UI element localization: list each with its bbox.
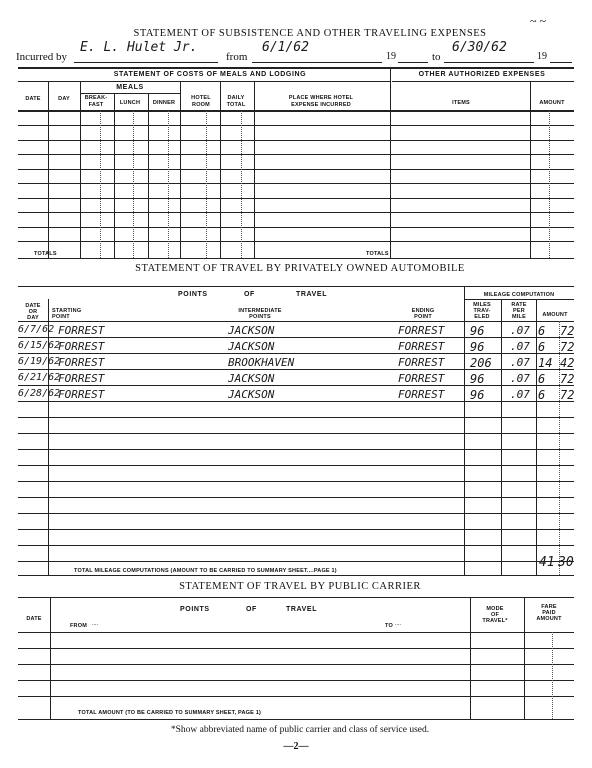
grid-row-line bbox=[18, 529, 574, 530]
mileage-computation-label: MILEAGE COMPUTATION bbox=[483, 292, 555, 298]
grid-col-line bbox=[464, 286, 465, 575]
trip-ending-point: FORREST bbox=[398, 324, 445, 337]
trip-intermediate-point: JACKSON bbox=[228, 388, 275, 401]
grid-col-line bbox=[180, 82, 181, 258]
auto-col-ending-header: ENDING POINT bbox=[411, 308, 435, 320]
col-hotel-header: HOTEL ROOM bbox=[191, 95, 211, 108]
auto-col-intermediate-header: INTERMEDIATE POINTS bbox=[238, 308, 282, 320]
grid-row-line bbox=[18, 545, 574, 546]
auto-col-date-header: DATE OR DAY bbox=[25, 303, 41, 321]
grid-row-line bbox=[18, 401, 574, 402]
grid-row-line bbox=[18, 154, 574, 155]
grid-row-line bbox=[18, 353, 574, 354]
grid-col-line bbox=[254, 82, 255, 258]
grid-col-line bbox=[220, 82, 221, 258]
auto-col-miles-header: MILES TRAV- ELED bbox=[473, 302, 491, 320]
col-amount-header: AMOUNT bbox=[539, 100, 565, 106]
grid-col-line bbox=[148, 93, 149, 258]
col-daily-total-header: DAILY TOTAL bbox=[226, 95, 246, 108]
public-points-label: POINTS bbox=[180, 606, 210, 613]
trip-amount-dollars: 6 bbox=[538, 388, 546, 402]
trip-intermediate-point: JACKSON bbox=[228, 340, 275, 353]
trip-miles: 96 bbox=[470, 340, 485, 354]
grid-row-line bbox=[18, 561, 574, 562]
trip-rate: .07 bbox=[510, 356, 530, 369]
col-dinner-header: DINNER bbox=[152, 100, 176, 106]
trip-date: 6/28/62 bbox=[18, 388, 61, 399]
grid-col-line bbox=[470, 597, 471, 719]
grid-row-line bbox=[18, 212, 574, 213]
auto-points-label: POINTS bbox=[178, 291, 208, 298]
grid-cents-divider bbox=[549, 111, 550, 258]
grid-row-line bbox=[18, 648, 574, 649]
grid-row-line bbox=[18, 433, 574, 434]
trip-rate: .07 bbox=[510, 372, 530, 385]
col-date-header: DATE bbox=[25, 96, 41, 102]
public-travel-label: TRAVEL bbox=[286, 606, 318, 613]
to-label: to bbox=[432, 51, 441, 63]
year-label-1: 19 bbox=[386, 51, 396, 62]
grid-row-line bbox=[18, 696, 574, 697]
auto-col-rate-header: RATE PER MILE bbox=[511, 302, 527, 320]
grid-row-line bbox=[18, 227, 574, 228]
meals-group-label: MEALS bbox=[116, 84, 144, 91]
public-of-label: OF bbox=[246, 606, 257, 613]
grid-cents-divider bbox=[100, 111, 101, 258]
page-number: —2— bbox=[283, 741, 309, 752]
grid-cents-divider bbox=[206, 111, 207, 258]
trip-amount-cents: 42 bbox=[560, 356, 575, 370]
grid-row-line bbox=[18, 497, 574, 498]
grid-col-line bbox=[50, 597, 51, 719]
auto-col-starting-header: STARTING POINT bbox=[52, 308, 82, 320]
grid-row-line bbox=[18, 417, 574, 418]
trip-date: 6/19/62 bbox=[18, 356, 61, 367]
trip-intermediate-point: JACKSON bbox=[228, 324, 275, 337]
col-lunch-header: LUNCH bbox=[119, 100, 141, 106]
public-total-label: TOTAL AMOUNT (TO BE CARRIED TO SUMMARY SHEET, PAGE 1) bbox=[78, 710, 262, 716]
trip-miles: 96 bbox=[470, 324, 485, 338]
trip-intermediate-point: BROOKHAVEN bbox=[228, 356, 295, 369]
from-date-value: 6/1/62 bbox=[262, 40, 309, 55]
incurred-by-value: E. L. Hulet Jr. bbox=[80, 40, 198, 55]
form-title: STATEMENT OF SUBSISTENCE AND OTHER TRAVELING EXPENSES bbox=[133, 28, 487, 39]
total-mileage-cents: 30 bbox=[558, 555, 574, 570]
grid-cents-divider bbox=[133, 111, 134, 258]
totals-left-label: TOTALS bbox=[34, 251, 57, 257]
trip-starting-point: FORREST bbox=[58, 388, 105, 401]
col-items-header: ITEMS bbox=[452, 100, 470, 106]
col-breakfast-header: BREAK- FAST bbox=[84, 95, 108, 108]
trip-amount-dollars: 14 bbox=[538, 356, 553, 370]
grid-cents-divider bbox=[241, 111, 242, 258]
from-label: from bbox=[226, 51, 248, 63]
trip-starting-point: FORREST bbox=[58, 372, 105, 385]
trip-amount-cents: 72 bbox=[560, 388, 575, 402]
year-label-2: 19 bbox=[537, 51, 547, 62]
grid-col-line bbox=[390, 67, 391, 258]
grid-col-line bbox=[501, 299, 502, 576]
grid-col-line bbox=[80, 82, 81, 258]
trip-ending-point: FORREST bbox=[398, 356, 445, 369]
trip-ending-point: FORREST bbox=[398, 340, 445, 353]
col-place-header: PLACE WHERE HOTEL EXPENSE INCURRED bbox=[288, 95, 354, 108]
col-day-header: DAY bbox=[58, 96, 70, 102]
trip-amount-cents: 72 bbox=[560, 372, 575, 386]
grid-row-line bbox=[18, 198, 574, 199]
to-date-value: 6/30/62 bbox=[452, 40, 507, 55]
trip-date: 6/7/62 bbox=[18, 324, 55, 335]
public-section-title: STATEMENT OF TRAVEL BY PUBLIC CARRIER bbox=[179, 581, 421, 592]
grid-col-line bbox=[530, 82, 531, 258]
trip-amount-dollars: 6 bbox=[538, 340, 546, 354]
public-to-label: TO bbox=[385, 623, 393, 629]
grid-row-line bbox=[18, 169, 574, 170]
auto-travel-label: TRAVEL bbox=[296, 291, 328, 298]
grid-row-line bbox=[18, 449, 574, 450]
grid-cents-divider bbox=[168, 111, 169, 258]
grid-row-line bbox=[18, 337, 574, 338]
public-from-label: FROM bbox=[70, 623, 87, 629]
grid-row-line bbox=[18, 111, 574, 112]
trip-ending-point: FORREST bbox=[398, 372, 445, 385]
grid-row-line bbox=[18, 680, 574, 681]
grid-row-line bbox=[18, 183, 574, 184]
trip-starting-point: FORREST bbox=[58, 356, 105, 369]
public-col-fare-header: FARE PAID AMOUNT bbox=[536, 604, 562, 622]
corner-mark: ~ ~ bbox=[530, 14, 546, 28]
grid-row-line bbox=[18, 513, 574, 514]
grid-row-line bbox=[18, 481, 574, 482]
auto-col-amount-header: AMOUNT bbox=[542, 312, 568, 318]
grid-col-line bbox=[114, 93, 115, 258]
grid-col-line bbox=[524, 597, 525, 719]
footnote: *Show abbreviated name of public carrier and class of service used. bbox=[170, 725, 430, 735]
other-expenses-title: OTHER AUTHORIZED EXPENSES bbox=[418, 71, 546, 78]
trip-miles: 206 bbox=[470, 356, 492, 370]
grid-cents-divider bbox=[552, 632, 553, 719]
incurred-by-label: Incurred by bbox=[16, 51, 68, 63]
trip-amount-cents: 72 bbox=[560, 340, 575, 354]
trip-starting-point: FORREST bbox=[58, 340, 105, 353]
trip-starting-point: FORREST bbox=[58, 324, 105, 337]
grid-row-line bbox=[18, 385, 574, 386]
grid-row-line bbox=[18, 664, 574, 665]
trip-rate: .07 bbox=[510, 388, 530, 401]
public-col-date-header: DATE bbox=[26, 616, 42, 622]
trip-amount-cents: 72 bbox=[560, 324, 575, 338]
trip-amount-dollars: 6 bbox=[538, 324, 546, 338]
trip-date: 6/21/62 bbox=[18, 372, 61, 383]
grid-row-line bbox=[18, 241, 574, 242]
grid-col-line bbox=[536, 299, 537, 576]
total-mileage-label: TOTAL MILEAGE COMPUTATIONS (AMOUNT TO BE CARRIED TO SUMMARY SHEET....PAGE 1) bbox=[74, 568, 337, 574]
grid-row-line bbox=[18, 465, 574, 466]
trip-rate: .07 bbox=[510, 324, 530, 337]
total-mileage-dollars: 41 bbox=[539, 555, 555, 570]
grid-col-line bbox=[48, 82, 49, 258]
trip-miles: 96 bbox=[470, 372, 485, 386]
meals-section-title: STATEMENT OF COSTS OF MEALS AND LODGING bbox=[113, 71, 307, 78]
trip-rate: .07 bbox=[510, 340, 530, 353]
auto-section-title: STATEMENT OF TRAVEL BY PRIVATELY OWNED AUTOMOBILE bbox=[135, 263, 465, 274]
grid-row-line bbox=[18, 125, 574, 126]
trip-intermediate-point: JACKSON bbox=[228, 372, 275, 385]
grid-row-line bbox=[18, 140, 574, 141]
totals-right-label: TOTALS bbox=[366, 251, 389, 257]
auto-of-label: OF bbox=[244, 291, 255, 298]
public-col-mode-header: MODE OF TRAVEL* bbox=[482, 606, 508, 624]
trip-date: 6/15/62 bbox=[18, 340, 61, 351]
trip-amount-dollars: 6 bbox=[538, 372, 546, 386]
trip-ending-point: FORREST bbox=[398, 388, 445, 401]
trip-miles: 96 bbox=[470, 388, 485, 402]
